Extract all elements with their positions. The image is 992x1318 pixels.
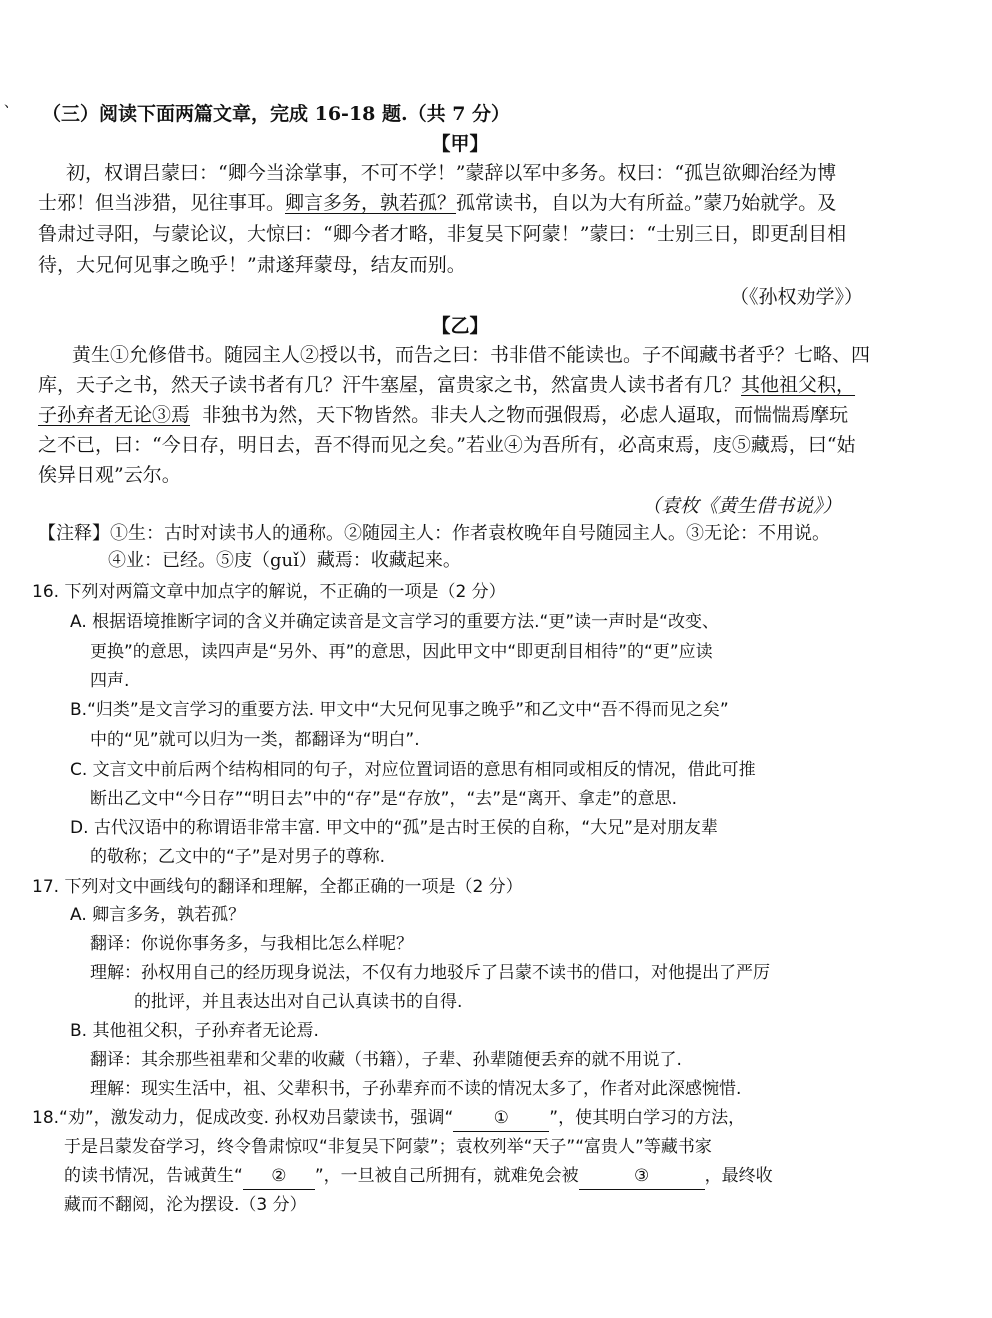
passage-b-text: 非独书为然，天下物皆然。非夫人之物而强假焉，必虑人逼取，而惴惴焉摩玩 xyxy=(202,404,849,426)
passage-b-line: 之不已，曰：“今日存，明日去，吾不得而见之矣。”若业④为吾所有，必高束焉，庋⑤藏焉，曰“姑 xyxy=(38,434,856,456)
q17-a-understanding: 理解：孙权用自己的经历现身说法，不仅有力地驳斥了吕蒙不读书的借口，对他提出了严厉 xyxy=(90,963,770,983)
q18-text: 的读书情况，告诫黄生“ xyxy=(64,1166,243,1186)
q16-option-a: 更换”的意思，读四声是“另外、再”的意思，因此甲文中“即更刮目相待”的“更”应读 xyxy=(90,642,713,662)
passage-a-source: （《孙权劝学》） xyxy=(730,286,864,308)
q18-text: 18.“劝”，激发动力，促成改变. 孙权劝吕蒙读书，强调“ xyxy=(32,1108,454,1128)
q18-blank-3[interactable]: ③ xyxy=(579,1163,705,1190)
passage-b-line: 俟异日观”云尔。 xyxy=(38,464,181,486)
q17-stem: 17. 下列对文中画线句的翻译和理解，全都正确的一项是（2 分） xyxy=(32,877,523,897)
section-title: （三）阅读下面两篇文章，完成 16-18 题.（共 7 分） xyxy=(42,103,511,125)
passage-b-line xyxy=(38,372,855,398)
passage-a-underlined-sentence: 卿言多务，孰若孤？ xyxy=(285,192,457,214)
q17-a-understanding: 的批评，并且表达出对自己认真读书的自得. xyxy=(134,992,463,1012)
notes-line-1: 【注释】①生：古时对读书人的通称。②随园主人：作者袁枚晚年自号随园主人。③无论：不用说。 xyxy=(38,523,830,544)
passage-a-line: 初，权谓吕蒙曰：“卿今当涂掌事，不可不学！”蒙辞以军中多务。权曰：“孤岂欲卿治经为博 xyxy=(66,162,837,184)
q16-option-b: B.“归类”是文言学习的重要方法. 甲文中“大兄何见事之晚乎”和乙文中“吾不得而见之矣” xyxy=(70,700,729,720)
passage-b-underlined-sentence: 其他祖父积， xyxy=(741,374,856,396)
passage-a-heading: 【甲】 xyxy=(431,133,489,155)
passage-a-text: 孤常读书，自以为大有所益。”蒙乃始就学。及 xyxy=(456,192,837,214)
q16-option-d: D. 古代汉语中的称谓语非常丰富. 甲文中的“孤”是古时王侯的自称，“大兄”是对朋友辈 xyxy=(70,818,718,838)
q18-text: ”，一旦被自己所拥有，就难免会被 xyxy=(314,1166,579,1186)
passage-b-line xyxy=(38,402,848,428)
passage-a-line: 鲁肃过寻阳，与蒙论议，大惊曰：“卿今者才略，非复吴下阿蒙！”蒙曰：“士别三日，即更刮目相 xyxy=(38,223,847,245)
passage-a-text: 士邪！但当涉猎，见往事耳。 xyxy=(38,192,286,214)
q17-b-translation: 翻译：其余那些祖辈和父辈的收藏（书籍），子辈、孙辈随便丢弃的就不用说了. xyxy=(90,1050,682,1070)
q16-option-a: 四声. xyxy=(90,671,130,691)
passage-a-line: 待，大兄何见事之晚乎！”肃遂拜蒙母，结友而别。 xyxy=(38,254,466,276)
passage-b-line: 黄生①允修借书。随园主人②授以书，而告之曰：书非借不能读也。子不闻藏书者乎？七略、四 xyxy=(72,344,871,366)
q18-blank-2[interactable]: ② xyxy=(243,1163,315,1190)
q18-line: 于是吕蒙发奋学习，终令鲁肃惊叹“非复吴下阿蒙”；袁枚列举“天子”“富贵人”等藏书家 xyxy=(64,1137,712,1157)
passage-b-source: （袁枚《黄生借书说》） xyxy=(642,495,842,517)
q18-line: 藏而不翻阅，沦为摆设.（3 分） xyxy=(64,1195,307,1215)
passage-b-text: 库，天子之书，然天子读书者有几？汗牛塞屋，富贵家之书，然富贵人读书者有几？ xyxy=(38,374,742,396)
passage-a-line xyxy=(38,190,836,216)
q17-option-a: A. 卿言多务，孰若孤？ xyxy=(70,905,246,925)
q17-b-understanding: 理解：现实生活中，祖、父辈积书，子孙辈弃而不读的情况太多了，作者对此深感惋惜. xyxy=(90,1079,742,1099)
q16-option-c: 断出乙文中“今日存”“明日去”中的“存”是“存放”，“去”是“离开、拿走”的意思. xyxy=(90,789,678,809)
q18-line xyxy=(64,1163,773,1190)
margin-mark: 、 xyxy=(4,95,18,111)
q16-option-d: 的敬称；乙文中的“子”是对男子的尊称. xyxy=(90,847,386,867)
q18-blank-1[interactable]: ① xyxy=(453,1105,549,1132)
q17-option-b: B. 其他祖父积，子孙弃者无论焉. xyxy=(70,1021,319,1041)
q16-stem: 16. 下列对两篇文章中加点字的解说，不正确的一项是（2 分） xyxy=(32,582,506,602)
q16-option-b: 中的“见”就可以归为一类，都翻译为“明白”. xyxy=(90,730,420,750)
passage-b-heading: 【乙】 xyxy=(431,315,489,337)
q16-option-c: C. 文言文中前后两个结构相同的句子，对应位置词语的意思有相同或相反的情况，借此可推 xyxy=(70,760,756,780)
q18-text: ”，使其明白学习的方法， xyxy=(549,1108,746,1128)
notes-line-2: ④业：已经。⑤庋（guǐ）藏焉：收藏起来。 xyxy=(108,550,461,571)
q18-line xyxy=(32,1105,745,1132)
q17-a-translation: 翻译：你说你事务多，与我相比怎么样呢？ xyxy=(90,934,413,954)
passage-b-underlined-sentence: 子孙弃者无论③焉 xyxy=(38,404,191,426)
q16-option-a: A. 根据语境推断字词的含义并确定读音是文言学习的重要方法.“更”读一声时是“改变、 xyxy=(70,612,719,632)
q18-text: ，最终收 xyxy=(704,1166,773,1186)
